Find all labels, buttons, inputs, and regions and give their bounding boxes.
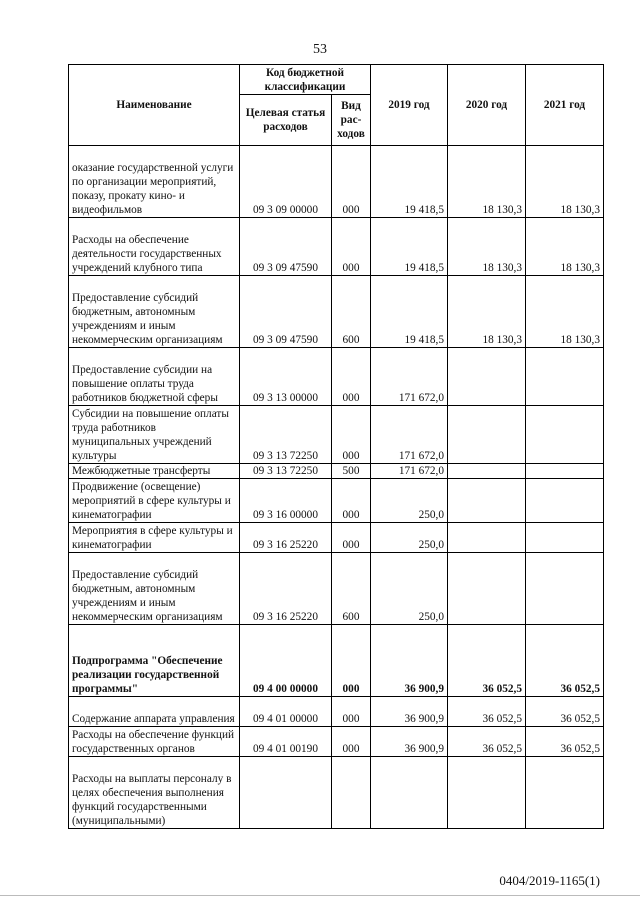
table-row (69, 625, 604, 697)
cell-name: Продвижение (освещение) мероприятий в сфере культуры и кинематографии (69, 479, 240, 523)
cell-2021: 36 052,5 (526, 625, 604, 697)
cell-code: 09 3 13 00000 (240, 348, 332, 406)
cell-kind: 000 (332, 625, 371, 697)
table-row (69, 479, 604, 523)
cell-2019: 36 900,9 (371, 727, 448, 757)
cell-2020 (448, 464, 526, 479)
cell-2020 (448, 553, 526, 625)
cell-2019: 250,0 (371, 553, 448, 625)
cell-2021 (526, 523, 604, 553)
cell-2019: 250,0 (371, 523, 448, 553)
table-body (69, 146, 604, 829)
cell-code: 09 3 13 72250 (240, 406, 332, 464)
cell-2020 (448, 406, 526, 464)
page-number: 53 (313, 42, 327, 57)
cell-2019: 19 418,5 (371, 276, 448, 348)
table-row (69, 276, 604, 348)
cell-kind: 000 (332, 406, 371, 464)
cell-code: 09 3 09 00000 (240, 146, 332, 218)
cell-2021 (526, 479, 604, 523)
cell-kind: 000 (332, 727, 371, 757)
cell-kind: 000 (332, 523, 371, 553)
cell-2019: 36 900,9 (371, 697, 448, 727)
header-expense-kind: Вид рас-ходов (332, 95, 371, 146)
cell-2019: 171 672,0 (371, 348, 448, 406)
budget-table (68, 64, 604, 829)
cell-2021 (526, 553, 604, 625)
cell-2020: 36 052,5 (448, 697, 526, 727)
cell-code: 09 3 09 47590 (240, 218, 332, 276)
cell-2021 (526, 757, 604, 829)
cell-name: Расходы на выплаты персоналу в целях обеспечения выполнения функций государственными (муниципальными) (69, 757, 240, 829)
cell-2021: 36 052,5 (526, 727, 604, 757)
cell-kind: 000 (332, 348, 371, 406)
cell-name: Предоставление субсидий бюджетным, автономным учреждениям и иным некоммерческим организациям (69, 553, 240, 625)
cell-2021: 18 130,3 (526, 218, 604, 276)
header-year-2021: 2021 год (526, 65, 604, 146)
cell-2020 (448, 348, 526, 406)
header-target-article: Целевая статья расходов (240, 95, 332, 146)
header-budget-code: Код бюджетной классификации (240, 65, 371, 95)
cell-code: 09 4 01 00190 (240, 727, 332, 757)
cell-2019 (371, 757, 448, 829)
cell-2019: 250,0 (371, 479, 448, 523)
bottom-rule (0, 895, 640, 896)
cell-2021: 18 130,3 (526, 276, 604, 348)
table-row (69, 697, 604, 727)
cell-kind: 000 (332, 218, 371, 276)
table-row (69, 146, 604, 218)
cell-name: Подпрограмма "Обеспечение реализации государственной программы" (69, 625, 240, 697)
cell-2020: 18 130,3 (448, 218, 526, 276)
cell-kind (332, 757, 371, 829)
cell-name: Предоставление субсидии на повышение оплаты труда работников бюджетной сферы (69, 348, 240, 406)
cell-code: 09 3 16 25220 (240, 523, 332, 553)
table-row (69, 406, 604, 464)
cell-name: Содержание аппарата управления (69, 697, 240, 727)
cell-2019: 171 672,0 (371, 406, 448, 464)
table-row (69, 218, 604, 276)
cell-2020 (448, 757, 526, 829)
cell-2019: 19 418,5 (371, 218, 448, 276)
table-row (69, 757, 604, 829)
cell-name: Межбюджетные трансферты (69, 464, 240, 479)
table-row (69, 464, 604, 479)
cell-2021: 18 130,3 (526, 146, 604, 218)
cell-2020: 36 052,5 (448, 625, 526, 697)
cell-2020 (448, 523, 526, 553)
cell-name: Субсидии на повышение оплаты труда работников муниципальных учреждений культуры (69, 406, 240, 464)
cell-kind: 000 (332, 146, 371, 218)
cell-2021: 36 052,5 (526, 697, 604, 727)
cell-kind: 600 (332, 553, 371, 625)
cell-kind: 500 (332, 464, 371, 479)
cell-code: 09 3 16 00000 (240, 479, 332, 523)
cell-2019: 171 672,0 (371, 464, 448, 479)
table-row (69, 553, 604, 625)
table-row (69, 348, 604, 406)
cell-2020: 18 130,3 (448, 276, 526, 348)
cell-name: Мероприятия в сфере культуры и кинематографии (69, 523, 240, 553)
cell-code: 09 3 16 25220 (240, 553, 332, 625)
cell-name: Расходы на обеспечение деятельности государственных учреждений клубного типа (69, 218, 240, 276)
header-year-2019: 2019 год (371, 65, 448, 146)
cell-kind: 000 (332, 479, 371, 523)
header-year-2020: 2020 год (448, 65, 526, 146)
cell-2019: 36 900,9 (371, 625, 448, 697)
document-code: 0404/2019-1165(1) (499, 873, 600, 888)
table-row (69, 727, 604, 757)
cell-2020 (448, 479, 526, 523)
cell-kind: 000 (332, 697, 371, 727)
table-row (69, 523, 604, 553)
cell-name: оказание государственной услуги по организации мероприятий, показу, прокату кино- и видеофильмов (69, 146, 240, 218)
cell-code: 09 3 13 72250 (240, 464, 332, 479)
cell-2021 (526, 464, 604, 479)
cell-code: 09 4 01 00000 (240, 697, 332, 727)
cell-name: Расходы на обеспечение функций государственных органов (69, 727, 240, 757)
cell-2021 (526, 348, 604, 406)
header-name: Наименование (69, 65, 240, 146)
cell-2020: 36 052,5 (448, 727, 526, 757)
cell-2019: 19 418,5 (371, 146, 448, 218)
cell-name: Предоставление субсидий бюджетным, автономным учреждениям и иным некоммерческим организациям (69, 276, 240, 348)
cell-code: 09 3 09 47590 (240, 276, 332, 348)
cell-2020: 18 130,3 (448, 146, 526, 218)
cell-code: 09 4 00 00000 (240, 625, 332, 697)
cell-code (240, 757, 332, 829)
cell-2021 (526, 406, 604, 464)
cell-kind: 600 (332, 276, 371, 348)
